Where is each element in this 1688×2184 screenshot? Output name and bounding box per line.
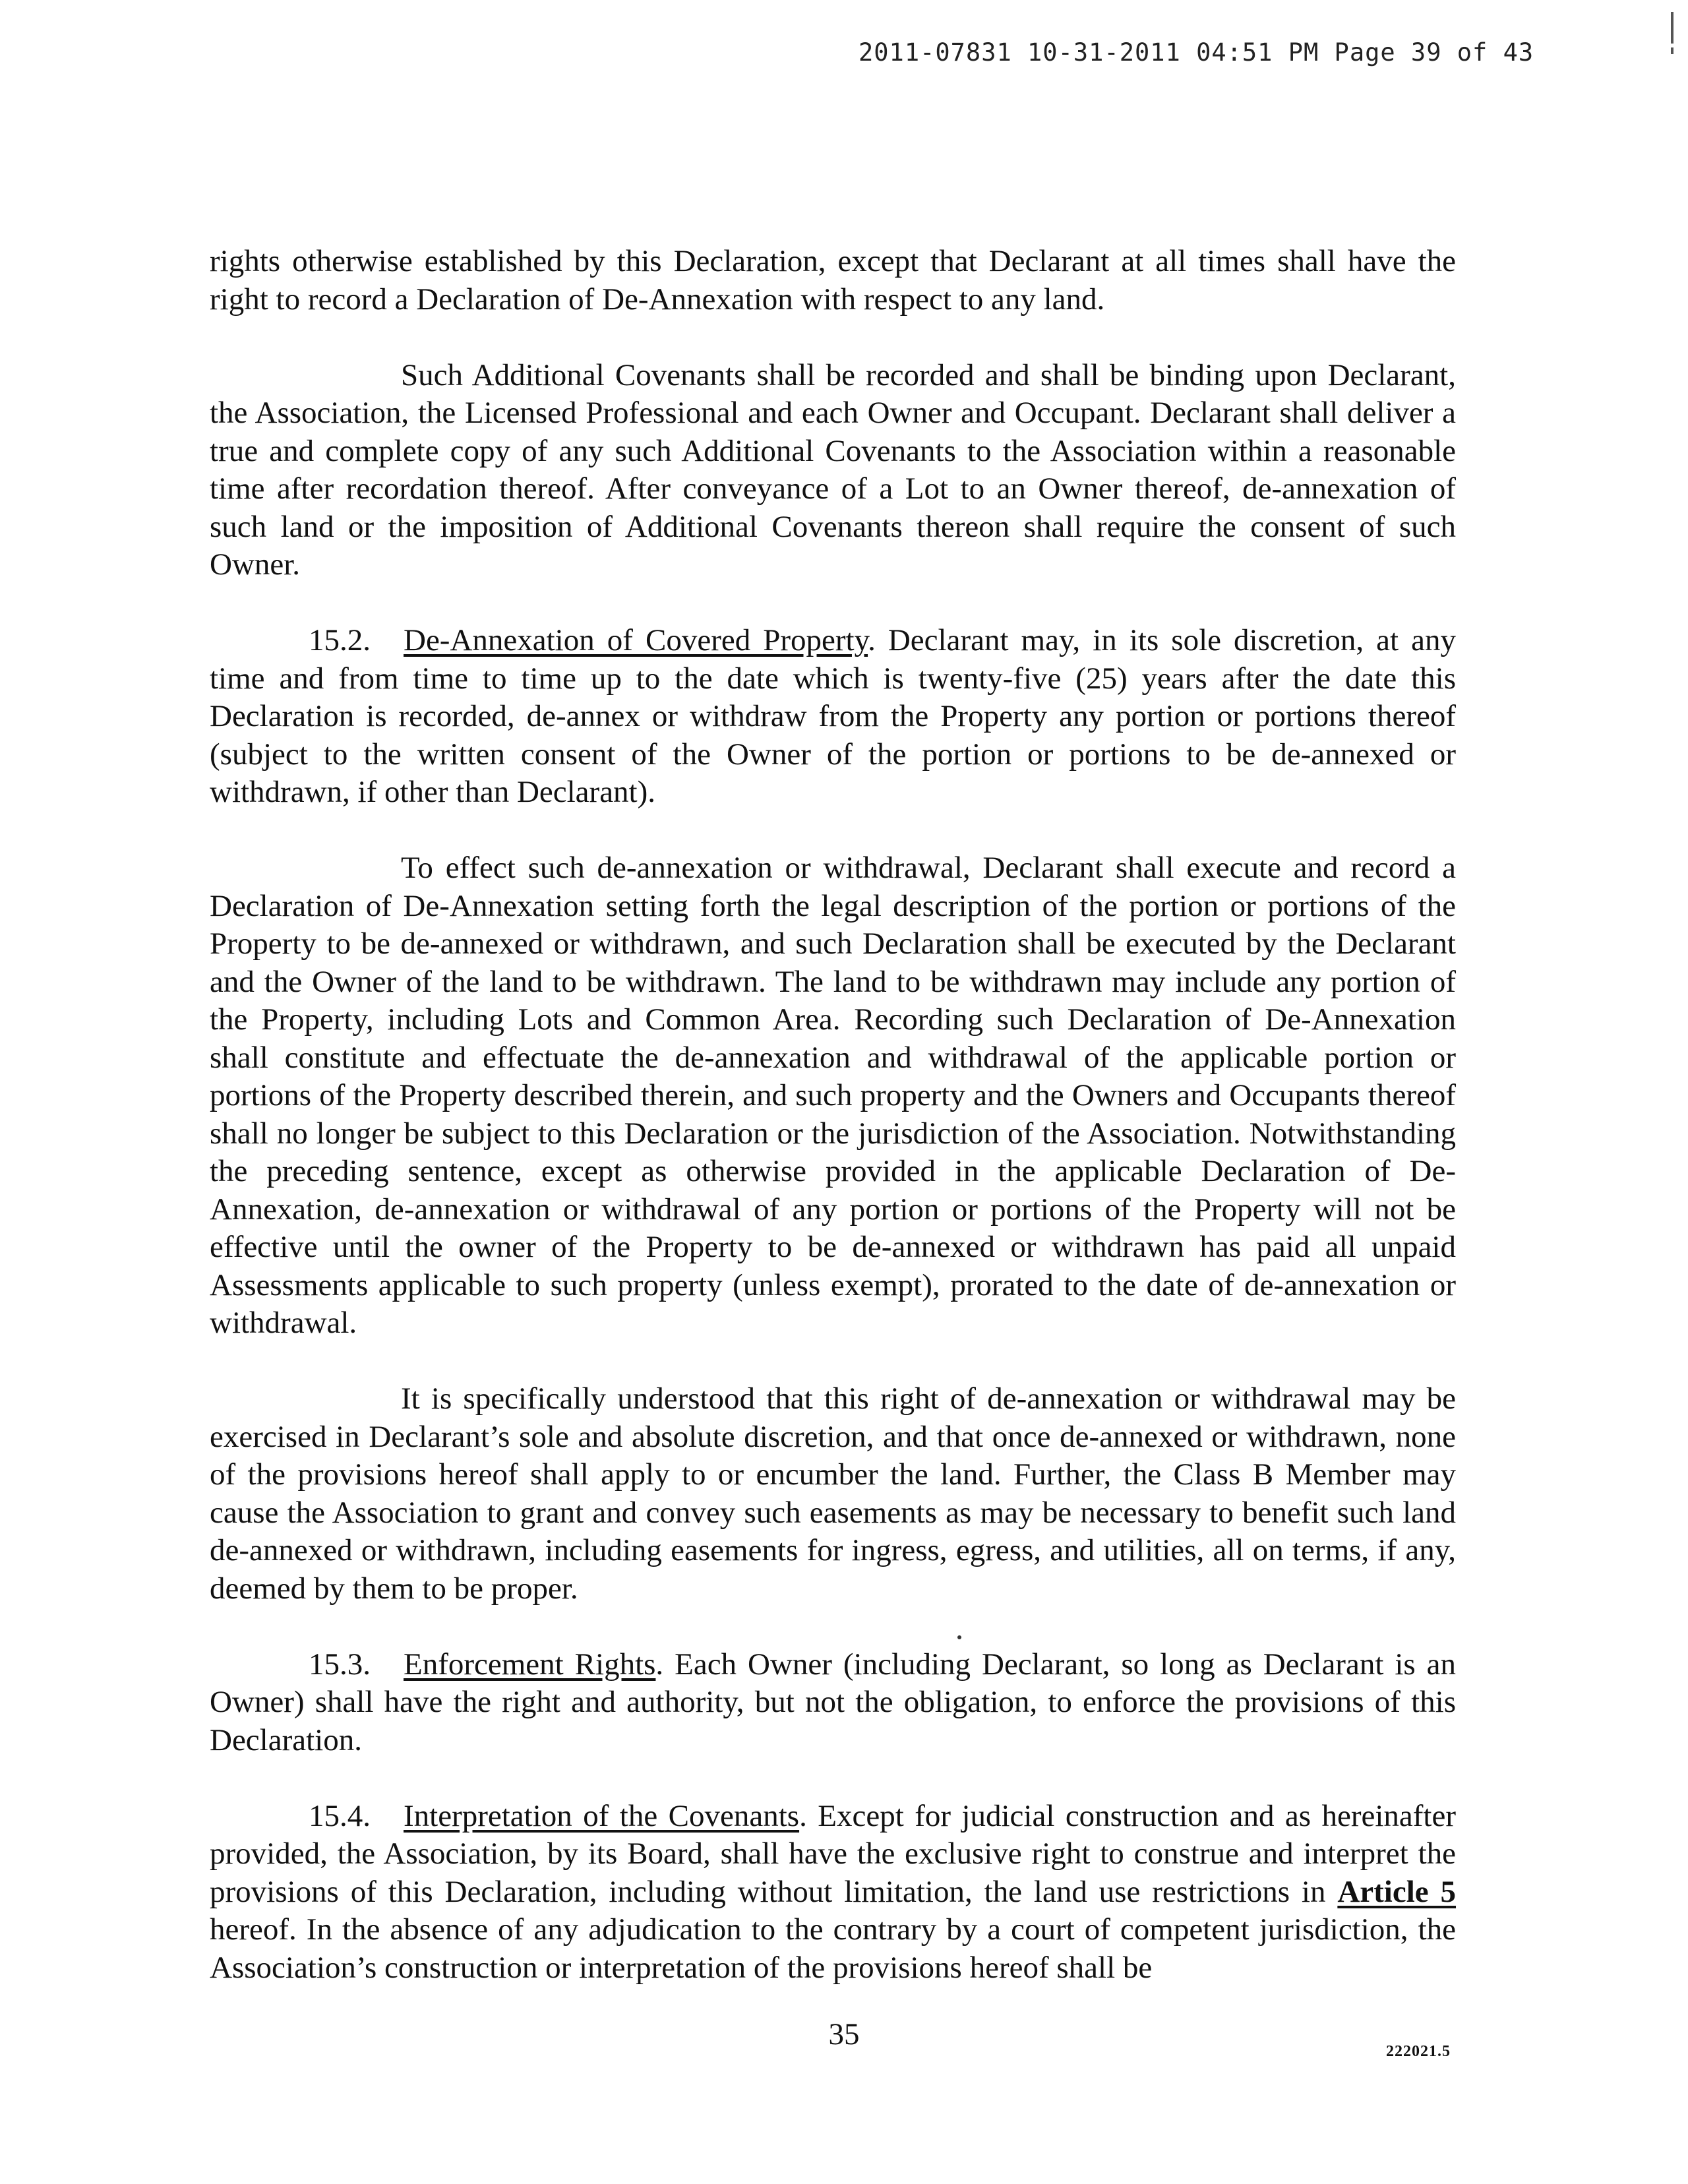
paragraph-continuation: rights otherwise established by this Declaration, except that Declarant at all times shall have the right to record a Declaration of De-Annexation with respect to any land. bbox=[210, 244, 1456, 317]
section-heading: Interpretation of the Covenants bbox=[404, 1798, 800, 1833]
section-heading: Enforcement Rights bbox=[404, 1647, 656, 1682]
paragraph-effect-de-annexation: To effect such de-annexation or withdrawal, Declarant shall execute and record a Declaration of De-Annexation setting forth the legal description of the portion or portions of the Property to be de-annexed or withdrawn, and such Declaration shall be executed by the Declarant and the Owner of the land to be withdrawn. The land to be withdrawn may include any portion of the Property, including Lots and Common Area. Recording such Declaration of De-Annexation shall constitute and effectuate the de-annexation and withdrawal of the applicable portion or portions of the Property described therein, and such property and the Owners and Occupants thereof shall no longer be subject to this Declaration or the jurisdiction of the Association. Notwithstanding the preceding sentence, except as otherwise provided in the applicable Declaration of De-Annexation, de-annexation or withdrawal of any portion or portions of the Property will not be effective until the owner of the Property to be de-annexed or withdrawn has paid all unpaid Assessments applicable to such property (unless exempt), prorated to the date of de-annexation or withdrawal. bbox=[210, 851, 1456, 1340]
scan-edge-mark-small bbox=[1671, 47, 1673, 54]
scan-edge-mark bbox=[1671, 12, 1673, 44]
page-number: 35 bbox=[828, 2017, 860, 2051]
paragraph-specifically-understood: It is specifically understood that this right of de-annexation or withdrawal may be exercised in Declarant’s sole and absolute discretion, and that once de-annexed or withdrawn, none of the provisions hereof shall apply to or encumber the land. Further, the Class B Member may cause the Association to grant and convey such easements as may be necessary to benefit such land de-annexed or withdrawn, including easements for ingress, egress, and utilities, all on terms, if any, deemed by them to be proper. bbox=[210, 1381, 1456, 1606]
document-body bbox=[210, 243, 1456, 2025]
section-heading: De-Annexation of Covered Property bbox=[404, 623, 868, 657]
section-15-2 bbox=[210, 622, 1456, 812]
article-reference: Article 5 bbox=[1337, 1874, 1457, 1909]
section-15-4 bbox=[210, 1798, 1456, 1987]
paragraph-additional-covenants: Such Additional Covenants shall be recorded and shall be binding upon Declarant, the Association, the Licensed Professional and each Owner and Occupant. Declarant shall deliver a true and complete copy of any such Additional Covenants to the Association within a reasonable time after recordation thereof. After conveyance of a Lot to an Owner thereof, de-annexation of such land or the imposition of Additional Covenants thereon shall require the consent of such Owner. bbox=[210, 357, 1456, 582]
section-number: 15.3. bbox=[309, 1647, 371, 1682]
section-15-3 bbox=[210, 1646, 1456, 1760]
section-text-continued: hereof. In the absence of any adjudication to the contrary by a court of competent jurisdiction, the Association’s construction or interpretation of the provisions hereof shall be bbox=[210, 1912, 1456, 1985]
document-code: 222021.5 bbox=[1386, 2043, 1451, 2060]
fax-header-stamp: 2011-07831 10-31-2011 04:51 PM Page 39 of 43 bbox=[859, 38, 1534, 67]
section-number: 15.2. bbox=[309, 623, 371, 657]
section-number: 15.4. bbox=[309, 1798, 371, 1833]
section-text: . Each Owner (including Declarant, so long as Declarant is an Owner) shall have the right and authority, but not the obligation, to enforce the provisions of this Declaration. bbox=[210, 1647, 1456, 1757]
section-text: . Except for judicial construction and as hereinafter provided, the Association, by its Board, shall have the exclusive right to construe and interpret the provisions of this Declaration, including without limitation, the land use restrictions in bbox=[210, 1798, 1456, 1909]
section-text: . Declarant may, in its sole discretion, at any time and from time to time up to the date which is twenty-five (25) years after the date this Declaration is recorded, de-annex or withdraw from the Property any portion or portions thereof (subject to the written consent of the Owner of the portion or portions to be de-annexed or withdrawn, if other than Declarant). bbox=[210, 623, 1456, 809]
